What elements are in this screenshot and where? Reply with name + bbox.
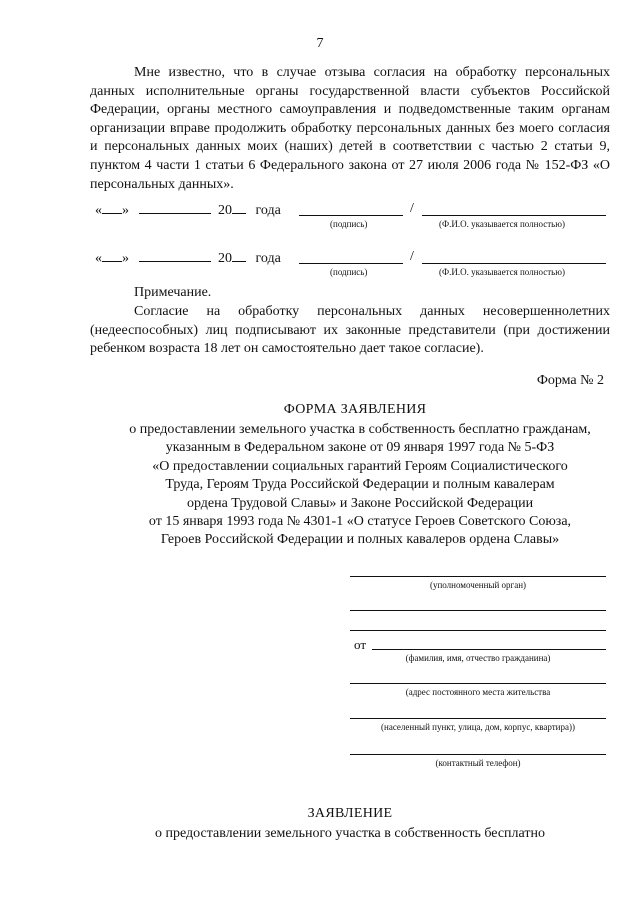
authority-line-3[interactable] — [350, 630, 606, 631]
open-quote: « — [95, 203, 102, 218]
close-quote: » — [122, 251, 129, 266]
form-subtitle-line: «О предоставлении социальных гарантий Героям Социалистического — [152, 458, 568, 474]
signature-caption: (подпись) — [330, 267, 368, 277]
authority-caption: (уполномоченный орган) — [429, 580, 527, 590]
slash: / — [410, 201, 414, 216]
address-detail-caption: (населенный пункт, улица, дом, корпус, квартира)) — [381, 722, 575, 732]
full-name-caption: (фамилия, имя, отчество гражданина) — [405, 653, 551, 663]
year-word: года — [255, 251, 281, 266]
consent-paragraph — [90, 64, 610, 194]
signature-line[interactable] — [299, 263, 403, 264]
form-subtitle-line: ордена Трудовой Славы» и Законе Российской Федерации — [186, 495, 534, 511]
full-name-line[interactable] — [372, 649, 606, 650]
signature-line[interactable] — [299, 215, 403, 216]
slash: / — [410, 249, 414, 264]
signature-caption: (подпись) — [330, 219, 368, 229]
year-prefix: 20 — [218, 251, 232, 266]
form-subtitle-line: от 15 января 1993 года № 4301-1 «О статусе Героев Советского Союза, — [148, 514, 572, 530]
year-blank[interactable] — [232, 201, 246, 214]
year-word: года — [255, 203, 281, 218]
authority-line-2[interactable] — [350, 610, 606, 611]
signature-row — [95, 249, 281, 267]
from-label: от — [354, 637, 367, 652]
close-quote: » — [122, 203, 129, 218]
day-blank[interactable] — [102, 249, 122, 262]
name-caption: (Ф.И.О. указывается полностью) — [439, 267, 565, 277]
form-subtitle — [80, 421, 640, 550]
name-line[interactable] — [422, 215, 606, 216]
month-blank[interactable] — [139, 249, 211, 262]
form-subtitle-line: Героев Российской Федерации и полных кавалеров ордена Славы» — [160, 532, 560, 548]
form-title: ФОРМА ЗАЯВЛЕНИЯ — [283, 402, 427, 417]
note-body — [90, 303, 610, 359]
form-subtitle-line: Труда, Героям Труда Российской Федерации и полным кавалерам — [165, 477, 555, 493]
month-blank[interactable] — [139, 201, 211, 214]
name-caption: (Ф.И.О. указывается полностью) — [439, 219, 565, 229]
application-subtitle: о предоставлении земельного участка в собственность бесплатно — [154, 826, 545, 841]
form-subtitle-line: указанным в Федеральном законе от 09 января 1997 года № 5-ФЗ — [165, 440, 555, 456]
address-line[interactable] — [350, 683, 606, 684]
signature-row — [95, 201, 281, 219]
name-line[interactable] — [422, 263, 606, 264]
address-caption: (адрес постоянного места жительства — [405, 687, 551, 697]
year-prefix: 20 — [218, 203, 232, 218]
open-quote: « — [95, 251, 102, 266]
note-text: Согласие на обработку персональных данных несовершеннолетних (недееспособных) лиц подписывают их законные представители (при достижении ребенком возраста 18 лет он самостоятельно дает такое согласие). — [90, 304, 610, 357]
day-blank[interactable] — [102, 201, 122, 214]
phone-caption: (контактный телефон) — [435, 758, 521, 768]
phone-line[interactable] — [350, 754, 606, 755]
form-subtitle-line: о предоставлении земельного участка в собственность бесплатно гражданам, — [129, 422, 591, 437]
form-number: Форма № 2 — [536, 373, 604, 388]
address-detail-line[interactable] — [350, 718, 606, 719]
note-title: Примечание. — [134, 285, 212, 300]
page-number: 7 — [316, 36, 324, 51]
authority-line[interactable] — [350, 576, 606, 577]
consent-paragraph-text: Мне известно, что в случае отзыва согласия на обработку персональных данных исполнительные органы государственной власти субъектов Российской Федерации, органы местного самоуправления и подведомственные таким органам организации вправе продолжить обработку персональных данных без моего согласия и персональных данных моих (наших) детей в соответствии с частью 2 статьи 9, пунктом 4 части 1 статьи 6 Федерального закона от 27 июля 2006 года № 152-ФЗ «О персональных данных». — [90, 65, 610, 192]
year-blank[interactable] — [232, 249, 246, 262]
application-title: ЗАЯВЛЕНИЕ — [307, 806, 393, 821]
